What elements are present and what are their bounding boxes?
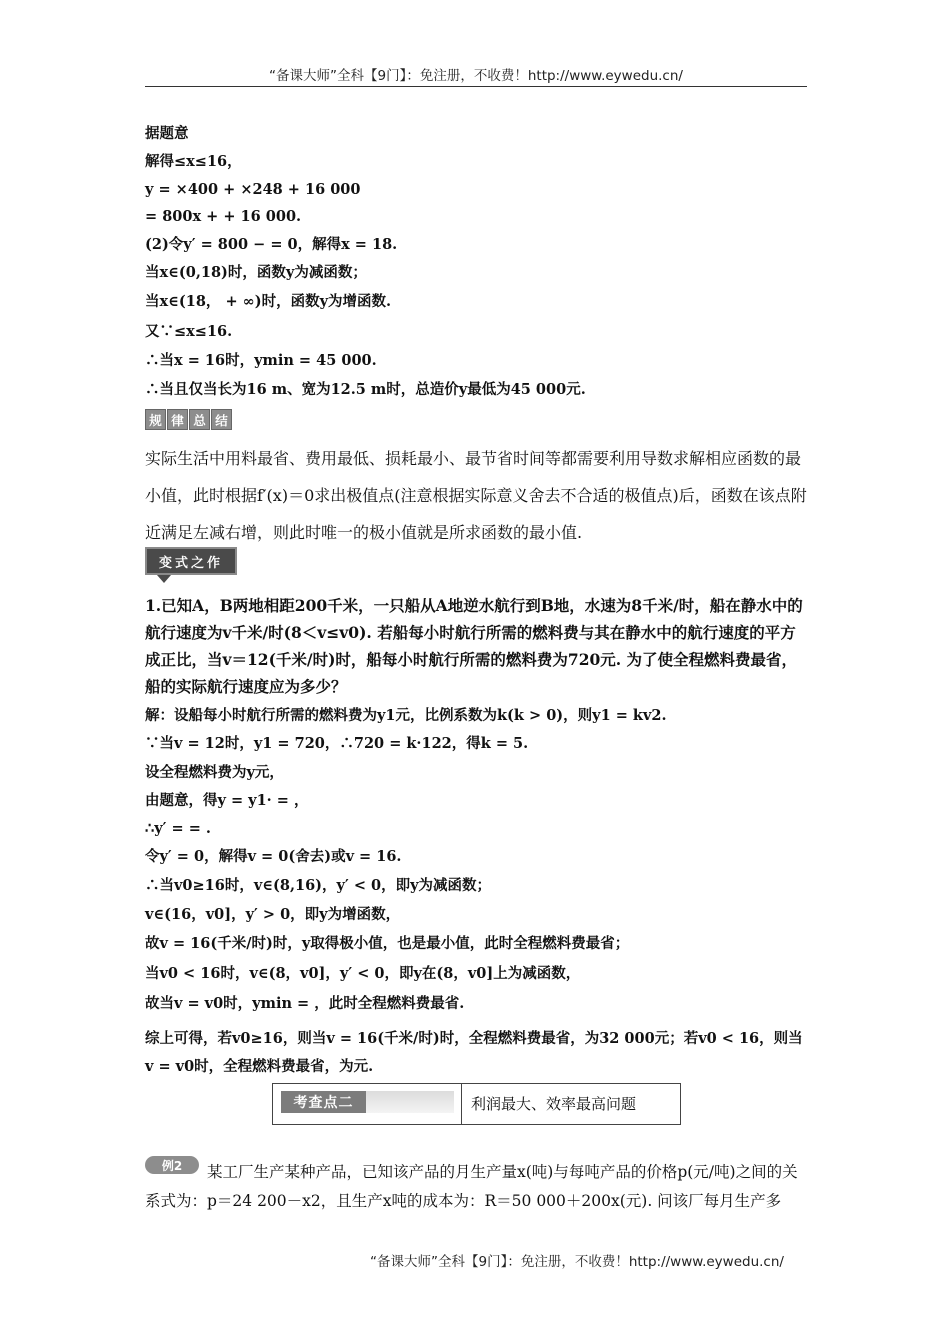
problem-1: 1.已知A，B两地相距200千米，一只船从A地逆水航行到B地，水速为8千米/时，船在静水中的航行速度为v千米/时(8＜v≤v0). 若船每小时航行所需的燃料费与其在静水中的航行速度的平方成正比，当v＝12(千米/时)时，船每小时航行所需的燃料费为720元. 为了使全程燃料费最省，船的实际航行速度应为多少？ xyxy=(145,596,803,696)
solution2-line: 由题意，得y = y1· = ， xyxy=(145,792,309,809)
page-footer: “备课大师”全科【9门】：免注册，不收费！http://www.eywedu.cn/ xyxy=(370,1254,784,1270)
header-rule xyxy=(145,86,807,87)
variant-badge: 变式之作 xyxy=(145,547,237,575)
solution-line: ∴当且仅当长为16 m、宽为12.5 m时，总造价y最低为45 000元. xyxy=(145,381,586,398)
solution2-line: ∴y′ = = . xyxy=(145,820,211,837)
solution2-line: 令y′ = 0，解得v = 0(舍去)或v = 16. xyxy=(145,848,402,865)
solution-line: 解得≤x≤16， xyxy=(145,153,242,170)
kaodian-box xyxy=(272,1083,681,1125)
summary-badge: 规 律 总 结 xyxy=(145,409,232,430)
example2-text: 某工厂生产某种产品，已知该产品的月生产量x(吨)与每吨产品的价格p(元/吨)之间的关系式为：p＝24 200－x2，且生产x吨的成本为：R＝50 000＋200x(元). 问该厂每月生产多 xyxy=(145,1163,798,1210)
solution2-line: 解：设船每小时航行所需的燃料费为y1元，比例系数为k(k > 0)，则y1 = kv2. xyxy=(145,707,667,724)
solution-line: y = ×400 + ×248 + 16 000 xyxy=(145,181,361,198)
solution-line: 据题意 xyxy=(145,125,189,142)
solution2-line: 故当v = v0时，ymin = ，此时全程燃料费最省. xyxy=(145,995,465,1012)
solution2-line: 故v = 16(千米/时)时，y取得极小值，也是最小值，此时全程燃料费最省； xyxy=(145,935,630,952)
conclusion: 综上可得，若v0≥16，则当v = 16(千米/时)时，全程燃料费最省，为32 000元；若v0 < 16，则当v = v0时，全程燃料费最省，为元. xyxy=(145,1030,803,1075)
solution-line: = 800x + + 16 000. xyxy=(145,208,302,225)
solution2-line: v∈(16，v0]，y′ > 0，即y为增函数， xyxy=(145,906,401,923)
solution2-line: ∴当v0≥16时，v∈(8,16)，y′ < 0，即y为减函数； xyxy=(145,877,492,894)
solution2-line: 当v0 < 16时，v∈(8，v0]，y′ < 0，即y在(8，v0]上为减函数， xyxy=(145,965,581,982)
summary-text: 实际生活中用料最省、费用最低、损耗最小、最节省时间等都需要利用导数求解相应函数的最小值，此时根据f′(x)＝0求出极值点(注意根据实际意义舍去不合适的极值点)后，函数在该点附近满足左减右增，则此时唯一的极小值就是所求函数的最小值. xyxy=(145,449,807,542)
example2-badge: 例2 xyxy=(145,1156,199,1174)
solution-line: 当x∈(0,18)时，函数y为减函数； xyxy=(145,264,367,281)
solution-line: (2)令y′ = 800 − = 0，解得x = 18. xyxy=(145,236,398,253)
solution-line: ∴当x = 16时，ymin = 45 000. xyxy=(145,352,377,369)
solution2-line: ∵当v = 12时，y1 = 720，∴720 = k·122，得k = 5. xyxy=(145,735,529,752)
kaodian-label: 考查点二 xyxy=(281,1091,366,1113)
kaodian-title: 利润最大、效率最高问题 xyxy=(471,1095,637,1113)
page-header: “备课大师”全科【9门】：免注册，不收费！http://www.eywedu.cn/ xyxy=(269,68,683,84)
solution-line: 又∵≤x≤16. xyxy=(145,323,233,340)
solution-line: 当x∈(18， + ∞)时，函数y为增函数. xyxy=(145,293,392,310)
solution2-line: 设全程燃料费为y元， xyxy=(145,764,284,781)
